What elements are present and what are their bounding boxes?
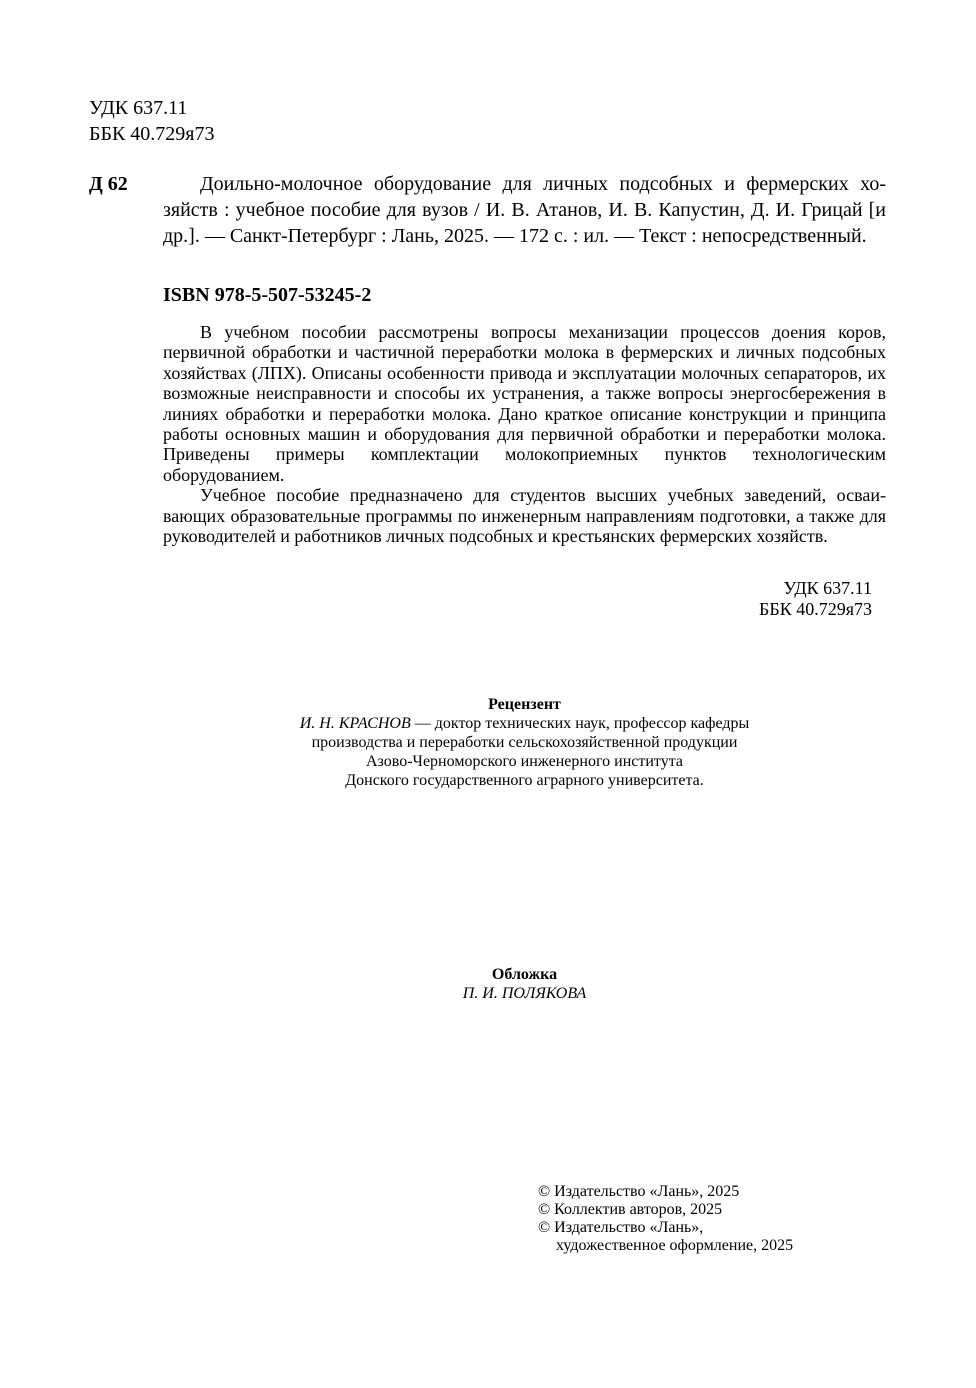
isbn: ISBN 978-5-507-53245-2 <box>163 284 372 306</box>
author-sign: Д 62 <box>89 173 128 195</box>
copyright-block <box>538 1183 793 1255</box>
reviewer-line-2: производства и переработки сельскохозяйственной продукции <box>311 734 738 751</box>
cover-heading: Обложка <box>491 966 558 983</box>
classification-codes-top <box>89 95 215 147</box>
reviewer-block <box>163 695 886 790</box>
classification-codes-bottom <box>759 578 872 620</box>
bbk-code: ББК 40.729я73 <box>89 123 215 145</box>
annotation-paragraph: Учебное пособие предназначено для студентов высших учебных заведений, осваивающих образовательные программы по инженерным направлениям подготовки, а также для руководителей и работников личных подсобных и крестьянских фермерских хозяйств. <box>163 485 886 547</box>
reviewer-line-3: Азово-Черноморского инженерного института <box>366 753 683 770</box>
copyright-line: © Коллектив авторов, 2025 <box>538 1201 723 1218</box>
annotation <box>163 322 886 546</box>
reviewer-line-4: Донского государственного аграрного университета. <box>345 772 704 789</box>
reviewer-line-1 <box>163 714 886 733</box>
annotation-paragraph: В учебном пособии рассмотрены вопросы механизации процессов доения коров, первичной обработки и частичной переработки молока в фермерских и личных подсобных хозяйствах (ЛПХ). Описаны особенности привода и эксплуатации молочных сепараторов, их возможные неисправности и способы их устранения, а также вопросы энергосбережения в линиях обработки и переработки молока. Дано краткое описание конструкции и принципа работы основных машин и оборудования для первичной обработки и переработки молока. Приведены примеры комплектации молокоприемных пунктов технологическим оборудованием. <box>163 322 886 485</box>
udk-code: УДК 637.11 <box>783 578 872 598</box>
copyright-line: © Издательство «Лань», 2025 <box>538 1183 740 1200</box>
copyright-line-continuation: художественное оформление, 2025 <box>556 1237 794 1254</box>
reviewer-heading: Рецензент <box>488 696 561 713</box>
copyright-line: © Издательство «Лань», <box>538 1219 704 1236</box>
reviewer-name: И. Н. КРАСНОВ <box>299 715 411 732</box>
cover-credit <box>163 965 886 1003</box>
bibliographic-record: Доильно-молочное оборудование для личных подсобных и фермерских хозяйств : учебное пособие для вузов / И. В. Атанов, И. В. Капустин, Д. И. Грицай [и др.]. — Санкт-Петербург : Лань, 2025. — 172 с. : ил. — Текст : непосредственный. <box>163 173 886 247</box>
cover-designer: П. И. ПОЛЯКОВА <box>462 985 587 1002</box>
bbk-code: ББК 40.729я73 <box>759 599 872 619</box>
udk-code: УДК 637.11 <box>89 97 188 119</box>
reviewer-title: — доктор технических наук, профессор кафедры <box>410 715 750 732</box>
